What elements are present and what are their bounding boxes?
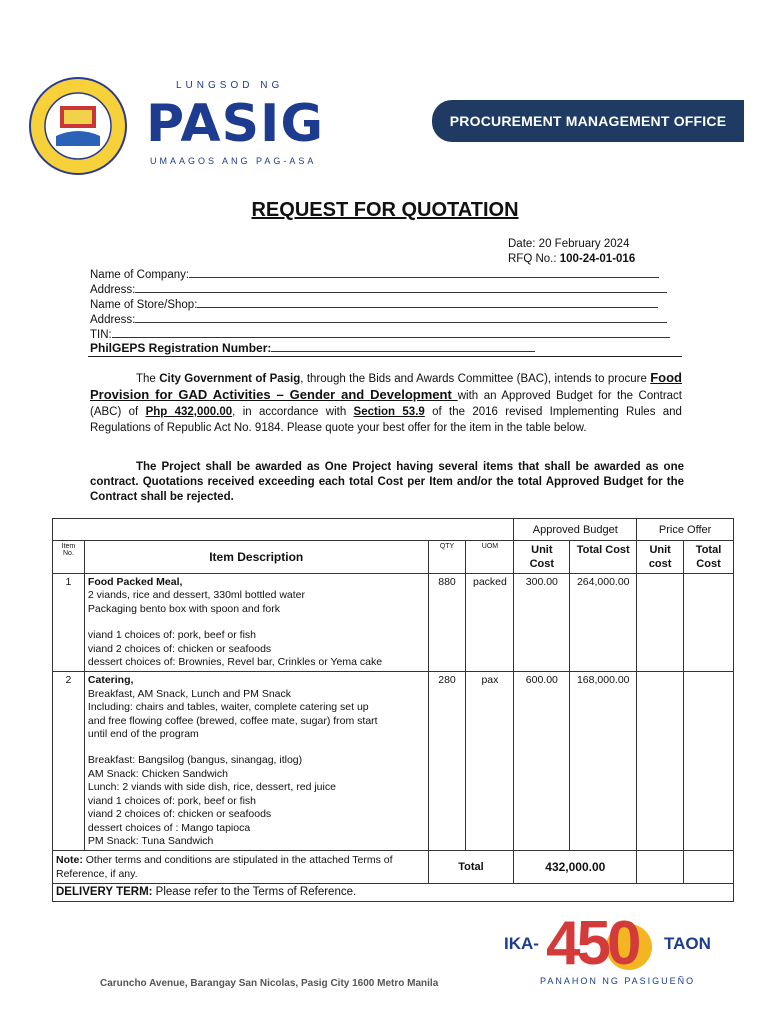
offer-total-cell[interactable] xyxy=(684,851,734,884)
offer-unit-cost-cell[interactable] xyxy=(637,672,684,851)
taon-label: TAON xyxy=(664,934,711,953)
delivery-term xyxy=(53,884,734,902)
address2-label: Address: xyxy=(90,314,136,326)
rfq-number: 100-24-01-016 xyxy=(559,253,636,265)
offer-total-cost-header: Total Cost xyxy=(684,541,734,574)
blank-header xyxy=(53,519,514,541)
offer-unit-cost-cell[interactable] xyxy=(637,574,684,672)
offer-total-unit-cell[interactable] xyxy=(637,851,684,884)
address2-field xyxy=(90,311,667,326)
item-qty: 280 xyxy=(428,672,466,851)
approved-budget-header: Approved Budget xyxy=(514,519,637,541)
rfq-label: RFQ No.: xyxy=(508,253,560,265)
note-cell xyxy=(53,851,429,884)
divider xyxy=(88,356,682,357)
item-description-header: Item Description xyxy=(84,541,428,574)
item-unit-cost: 600.00 xyxy=(514,672,570,851)
tin-label: TIN: xyxy=(90,329,112,341)
offer-unit-cost-header: Unit cost xyxy=(637,541,684,574)
item-description: Food Packed Meal, 2 viands, rice and dessert, 330ml bottled water Packaging bento box with spoon and fork viand 1 choices of: pork, beef or fish viand 2 choices of: chicken or seafoods dessert choices of: Brownies, Revel bar, Crinkles or Yema cake xyxy=(84,574,428,672)
rfq-line xyxy=(508,253,635,265)
philgeps-label: PhilGEPS Registration Number: xyxy=(90,341,272,355)
document-title: REQUEST FOR QUOTATION xyxy=(251,199,519,221)
panahon-tagline: PANAHON NG PASIGUEÑO xyxy=(540,976,696,986)
item-no: 2 xyxy=(53,672,85,851)
total-label: Total xyxy=(428,851,514,884)
company-label: Name of Company: xyxy=(90,269,190,281)
quotation-table xyxy=(52,518,734,902)
table-row xyxy=(53,672,734,851)
office-address: Caruncho Avenue, Barangay San Nicolas, Pasig City 1600 Metro Manila xyxy=(100,978,439,989)
pasig-logo: PASIG xyxy=(146,94,325,154)
address-field xyxy=(90,281,667,296)
item-no: 1 xyxy=(53,574,85,672)
store-label: Name of Store/Shop: xyxy=(90,299,198,311)
award-paragraph: The Project shall be awarded as One Project having several items that shall be awarded as one contract. Quotations received exceeding each total Cost per Item and/or the total Approved Budget for the Contract shall be rejected. xyxy=(90,461,684,503)
store-field xyxy=(90,296,658,311)
item-total-cost: 168,000.00 xyxy=(570,672,637,851)
item-qty: 880 xyxy=(428,574,466,672)
philgeps-field xyxy=(90,340,535,355)
offer-total-cost-cell[interactable] xyxy=(684,672,734,851)
company-field xyxy=(90,266,659,281)
address-label: Address: xyxy=(90,284,136,296)
item-unit-cost: 300.00 xyxy=(514,574,570,672)
item-uom: packed xyxy=(466,574,514,672)
total-cost-header: Total Cost xyxy=(570,541,637,574)
intro-paragraph: The City Government of Pasig, through the Bids and Awards Committee (BAC), intends to procure Food Provision for GAD Activities – Gender and Development with an Approved Budget for the Contract (ABC) of Php 432,000.00, in accordance with Section 53.9 of the 2016 revised Implementing Rules and Regulations of Republic Act No. 9184. Please quote your best offer for the item in the table below. xyxy=(90,370,682,434)
city-tagline: UMAAGOS ANG PAG-ASA xyxy=(150,156,317,166)
city-seal-logo xyxy=(28,76,128,176)
ika-label: IKA- xyxy=(504,934,539,953)
unit-cost-header: Unit Cost xyxy=(514,541,570,574)
item-description: Catering, Breakfast, AM Snack, Lunch and PM Snack Including: chairs and tables, waiter, complete catering set up and free flowing coffee (brewed, coffee mate, sugar) from start until end of the program Breakfast: Bangsilog (bangus, sinangag, itlog) AM Snack: Chicken Sandwich Lunch: 2 viands with side dish, rice, dessert, red juice viand 1 choices of: pork, beef or fish viand 2 choices of: chicken or seafoods dessert choices of : Mango tapioca PM Snack: Tuna Sandwich xyxy=(84,672,428,851)
pmo-banner: PROCUREMENT MANAGEMENT OFFICE xyxy=(432,100,744,142)
total-value: 432,000.00 xyxy=(514,851,637,884)
tin-field xyxy=(90,326,670,341)
anniversary-number: 450 xyxy=(546,909,638,978)
offer-total-cost-cell[interactable] xyxy=(684,574,734,672)
date-line: Date: 20 February 2024 xyxy=(508,238,630,250)
item-uom: pax xyxy=(466,672,514,851)
item-no-header: Item No. xyxy=(53,541,85,574)
item-total-cost: 264,000.00 xyxy=(570,574,637,672)
note-label: Note: xyxy=(56,854,83,867)
uom-header: UOM xyxy=(466,541,514,574)
table-row xyxy=(53,574,734,672)
lungsod-label: LUNGSOD NG xyxy=(176,80,284,91)
delivery-label: DELIVERY TERM: xyxy=(56,886,153,899)
note-text: Other terms and conditions are stipulated in the attached Terms of Reference, if any. xyxy=(56,854,393,881)
delivery-text: Please refer to the Terms of Reference. xyxy=(152,886,357,899)
qty-header: QTY xyxy=(428,541,466,574)
price-offer-header: Price Offer xyxy=(637,519,734,541)
